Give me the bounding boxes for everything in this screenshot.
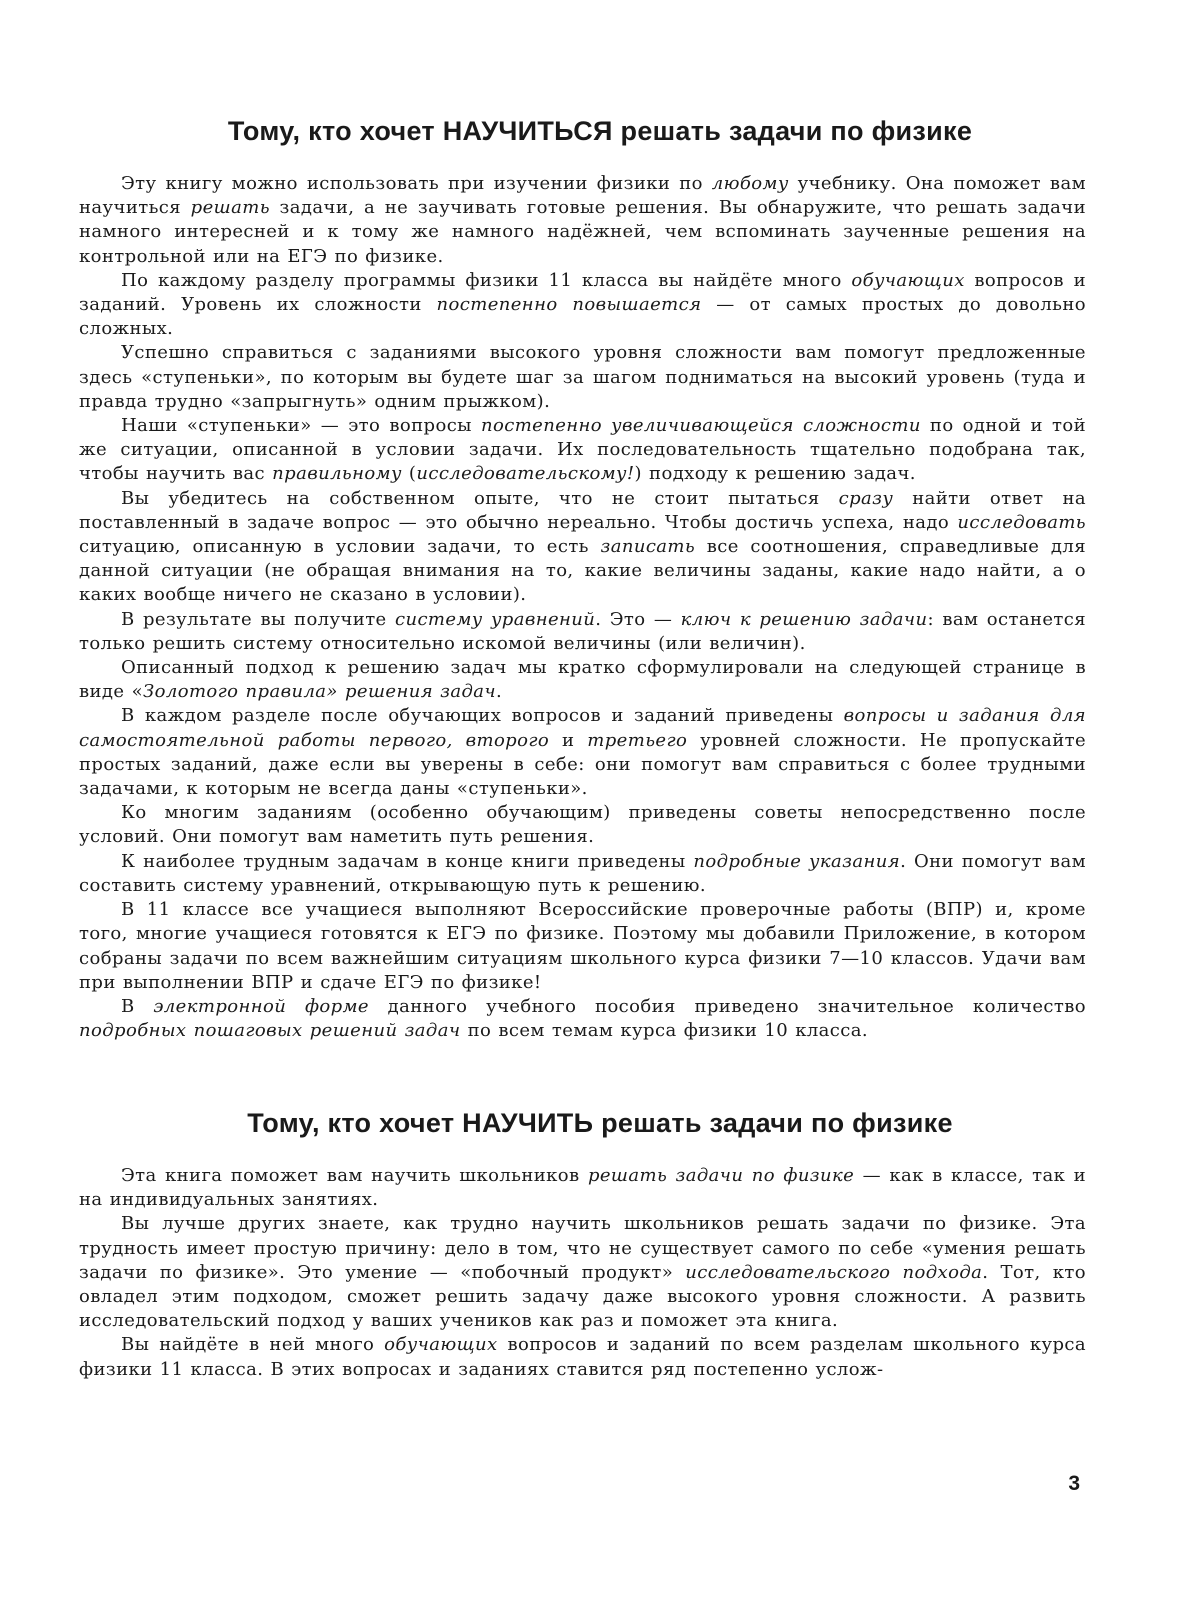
italic-text: Золотого правила» решения задач (143, 681, 497, 703)
text-run: Эта книга поможет вам научить школьников (121, 1165, 588, 1186)
italic-text: правильному (272, 463, 402, 485)
paragraph (79, 704, 1086, 801)
italic-text: решать задачи по физике (587, 1165, 855, 1186)
paragraph (79, 1212, 1086, 1333)
page-number: 3 (1068, 1472, 1080, 1495)
italic-text: подробных пошаговых решений задач (79, 1020, 461, 1042)
paragraph (79, 414, 1086, 487)
text-run: Ко многим заданиям (особенно обучающим) приведены советы непосредственно после условий. Они помогут вам наметить путь решения. (79, 802, 1086, 848)
italic-text: обучающих (384, 1334, 498, 1356)
section-2-body (79, 1164, 1086, 1382)
text-run: . (496, 681, 503, 703)
italic-text: исследовать (957, 511, 1086, 533)
text-run: В результате вы получите (121, 608, 395, 630)
text-run: В 11 классе все учащиеся выполняют Всероссийские проверочные работы (ВПР) и, кроме того, многие учащиеся готовятся к ЕГЭ по физике. Поэтому мы добавили Приложение, в котором собраны задачи по всем важнейшим ситуациям школьного курса физики 7—10 классов. Удачи вам при выполнении ВПР и сдаче ЕГЭ по физике! (79, 899, 1086, 993)
text-run: — от самых простых до довольно сложных. (79, 294, 1087, 340)
italic-text: электронной форме (153, 995, 369, 1017)
paragraph (79, 898, 1086, 995)
paragraph (79, 656, 1086, 704)
italic-text: систему уравнений (394, 608, 596, 630)
italic-text: вопросы и задания для самостоятельной работы первого, второго (79, 705, 1086, 751)
text-run: Описанный подход к решению задач мы кратко сформулировали на следующей странице в виде « (79, 657, 1086, 703)
italic-text: ключ к решению задачи (680, 608, 928, 630)
text-run: все соотношения, справедливые для данной ситуации (не обращая внимания на то, какие величины заданы, какие надо найти, а о каких вообще ничего не сказано в условии). (79, 536, 1086, 606)
text-run: учебнику. Она поможет вам научиться (79, 173, 1086, 219)
paragraph (79, 269, 1086, 342)
italic-text: записать (600, 536, 696, 558)
text-run: по одной и той же ситуации, описанной в условии задачи. Их последовательность тщательно подобрана так, чтобы научить вас (79, 415, 1086, 485)
italic-text: сразу (838, 487, 894, 509)
text-run: найти ответ на поставленный в задаче вопрос — это обычно нереально. Чтобы достичь успеха, надо (79, 487, 1086, 533)
italic-text: подробные указания (693, 850, 901, 872)
text-run: Эту книгу можно использовать при изучении физики по (121, 173, 712, 194)
section-2-title: Тому, кто хочет НАУЧИТЬ решать задачи по физике (247, 1108, 953, 1138)
text-run: Вы найдёте в ней много (121, 1334, 385, 1356)
text-run: задачи, а не заучивать готовые решения. Вы обнаружите, что решать задачи намного интересней и к тому же намного надёжней, чем вспоминать заученные решения на контрольной или на ЕГЭ по физике. (79, 197, 1087, 267)
text-run: ситуацию, описанную в условии задачи, то есть (79, 536, 601, 558)
paragraph (79, 1164, 1086, 1212)
text-run: Вы убедитесь на собственном опыте, что не стоит пытаться (121, 487, 839, 509)
text-run: ) подходу к решению задач. (634, 463, 916, 485)
text-run: — как в классе, так и на индивидуальных занятиях. (79, 1165, 1086, 1211)
italic-text: решать (190, 197, 270, 219)
text-run: Успешно справиться с заданиями высокого уровня сложности вам помогут предложенные здесь «ступеньки», по которым вы будете шаг за шагом подниматься на высокий уровень (туда и правда трудно «запрыгнуть» одним прыжком). (79, 342, 1086, 412)
text-run: и (549, 729, 588, 751)
italic-text: любому (711, 173, 789, 194)
italic-text: исследовательскому! (416, 463, 635, 485)
section-1-body (79, 172, 1086, 1043)
italic-text: исследовательского подхода (685, 1261, 983, 1283)
paragraph (79, 341, 1086, 414)
text-run: В каждом разделе после обучающих вопросов и заданий приведены (121, 705, 844, 727)
text-run: уровней сложности. Не пропускайте простых заданий, даже если вы уверены в себе: они помогут вам справиться с более трудными задачами, к которым не всегда даны «ступеньки». (79, 729, 1086, 800)
paragraph (79, 995, 1086, 1043)
text-run: . Тот, кто овладел этим подходом, сможет решить задачу даже высокого уровня сложности. А развить исследовательский подход у ваших учеников как раз и поможет эта книга. (79, 1261, 1086, 1332)
italic-text: третьего (587, 729, 688, 751)
italic-text: постепенно повышается (436, 294, 702, 316)
italic-text: обучающих (851, 269, 965, 291)
text-run: : вам останется только решить систему относительно искомой величины (или величин). (79, 608, 1087, 654)
text-run: Вы лучше других знаете, как трудно научить школьников решать задачи по физике. Эта трудность имеет простую причину: дело в том, что не существует самого по себе «умения решать задачи по физике». Это умение — «побочный продукт» (79, 1213, 1086, 1283)
paragraph (79, 801, 1086, 849)
text-run: вопросов и заданий. Уровень их сложности (79, 269, 1086, 316)
text-run: . Это — (595, 608, 681, 630)
text-run: по всем темам курса физики 10 класса. (460, 1020, 869, 1042)
paragraph (79, 608, 1086, 656)
text-run: В (121, 995, 154, 1017)
text-run: ( (401, 463, 417, 485)
text-run: По каждому разделу программы физики 11 класса вы найдёте много (121, 269, 852, 291)
paragraph (79, 487, 1086, 608)
paragraph (79, 1333, 1086, 1381)
italic-text: постепенно увеличивающейся сложности (481, 415, 921, 437)
text-run: Наши «ступеньки» — это вопросы (121, 415, 481, 437)
text-run: данного учебного пособия приведено значительное количество (368, 995, 1087, 1017)
text-run: К наиболее трудным задачам в конце книги приведены (121, 850, 694, 872)
text-run: . Они помогут вам составить систему уравнений, открывающую путь к решению. (79, 850, 1086, 896)
section-1-title: Тому, кто хочет НАУЧИТЬСЯ решать задачи по физике (227, 116, 973, 146)
text-run: вопросов и заданий по всем разделам школьного курса физики 11 класса. В этих вопросах и заданиях ставится ряд постепенно услож- (79, 1334, 1086, 1380)
paragraph (79, 850, 1086, 898)
paragraph (79, 172, 1086, 269)
